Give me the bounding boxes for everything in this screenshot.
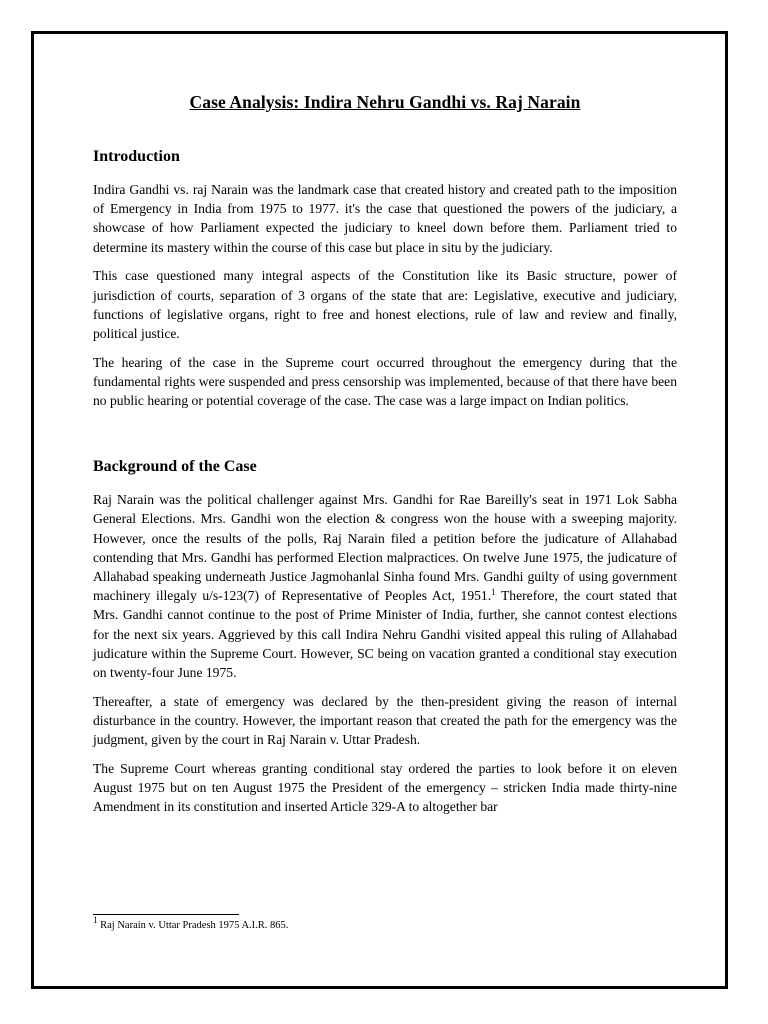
document-title: Case Analysis: Indira Nehru Gandhi vs. Raj Narain (189, 92, 581, 112)
introduction-paragraph-2: This case questioned many integral aspects of the Constitution like its Basic structure, power of jurisdiction of courts, separation of 3 organs of the state that are: Legislative, executive and judiciary, functions of legislative organs, right to free and honest elections, rule of law and review and finally, political justice. (93, 268, 677, 341)
footnote (93, 915, 289, 931)
introduction-paragraph-1: Indira Gandhi vs. raj Narain was the landmark case that created history and created path to the imposition of Emergency in India from 1975 to 1977. it's the case that questioned the powers of the judiciary, a showcase of how Parliament expected the judiciary to kneel down before them. Parliament tried to determine its mastery within the course of this case but place in situ by the judiciary. (93, 182, 677, 255)
background-paragraph-1-text-a: Raj Narain was the political challenger against Mrs. Gandhi for Rae Bareilly's seat in 1971 Lok Sabha General Elections. Mrs. Gandhi won the election & congress won the house with a sweeping majority. However, once the results of the polls, Raj Narain filed a petition before the judicature of Allahabad contending that Mrs. Gandhi has performed Election malpractices. On twelve June 1975, the judicature of Allahabad speaking underneath Justice Jagmohanlal Sinha found Mrs. Gandhi guilty of using government machinery illegaly u/s-123(7) of Representative of Peoples Act, 1951. (93, 492, 677, 604)
background-paragraph-2: Thereafter, a state of emergency was declared by the then-president giving the reason of internal disturbance in the country. However, the important reason that created the path for the emergency was the judgment, given by the court in Raj Narain v. Uttar Pradesh. (93, 693, 677, 748)
document-page (31, 31, 728, 989)
background-paragraph-1-text-b: Therefore, the court stated that Mrs. Gandhi cannot continue to the post of Prime Minister of India, further, she cannot contest elections for the next six years. Aggrieved by this call Indira Nehru Gandhi visited appeal this ruling of Allahabad judicature within the Supreme Court. However, SC being on vacation granted a conditional stay execution on twenty-four June 1975. (93, 588, 677, 681)
footnote-separator (93, 914, 239, 915)
footnote-reference[interactable]: 1 (491, 587, 496, 598)
introduction-paragraph-3: The hearing of the case in the Supreme court occurred throughout the emergency during that the fundamental rights were suspended and press censorship was implemented, because of that there have been no public hearing or potential coverage of the case. The case was a large impact on Indian politics. (93, 354, 677, 409)
background-paragraph-1 (93, 490, 677, 682)
background-heading: Background of the Case (93, 458, 257, 476)
footnote-mark: 1 (93, 915, 98, 925)
introduction-heading: Introduction (93, 148, 180, 165)
page-content (93, 92, 677, 826)
background-paragraph-3: The Supreme Court whereas granting conditional stay ordered the parties to look before it on eleven August 1975 but on ten August 1975 the President of the emergency – stricken India made thirty-nine Amendment in its constitution and inserted Article 329-A to altogether bar (93, 760, 677, 815)
footnote-text: Raj Narain v. Uttar Pradesh 1975 A.I.R. 865. (97, 920, 289, 931)
